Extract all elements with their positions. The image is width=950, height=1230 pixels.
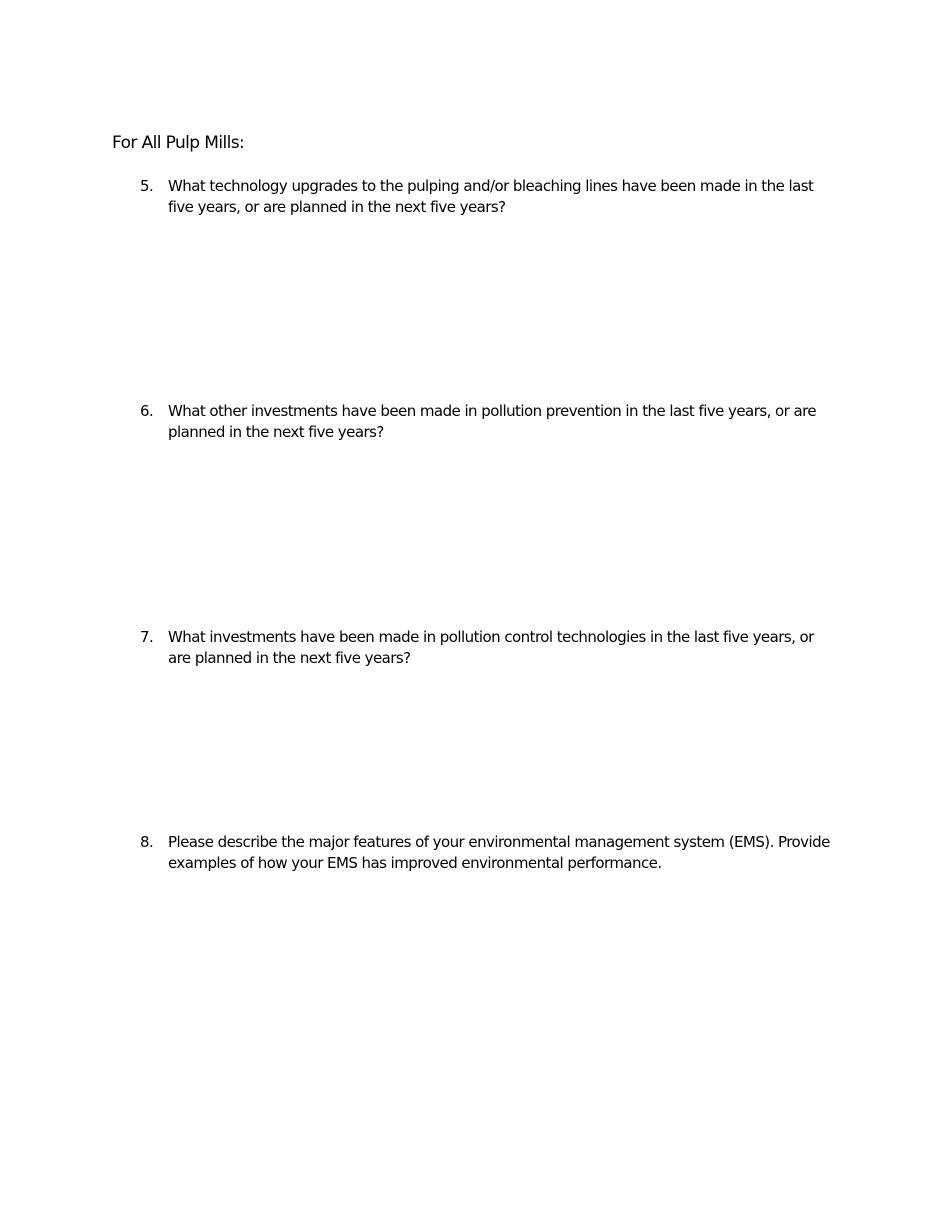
question-text: What other investments have been made in pollution prevention in the last five years, or are planned in the next five years? <box>168 402 817 441</box>
question-number: 7. <box>140 628 154 646</box>
question-text: What technology upgrades to the pulping and/or bleaching lines have been made in the last five years, or are planned in the next five years? <box>168 177 814 216</box>
question-text: Please describe the major features of your environmental management system (EMS). Provide examples of how your EMS has improved environmental performance. <box>168 833 830 872</box>
section-heading: For All Pulp Mills: <box>112 133 245 153</box>
question-number: 5. <box>140 177 154 195</box>
question-number: 6. <box>140 402 154 420</box>
question-text: What investments have been made in pollution control technologies in the last five years, or are planned in the next five years? <box>168 628 814 667</box>
question-number: 8. <box>140 833 154 851</box>
